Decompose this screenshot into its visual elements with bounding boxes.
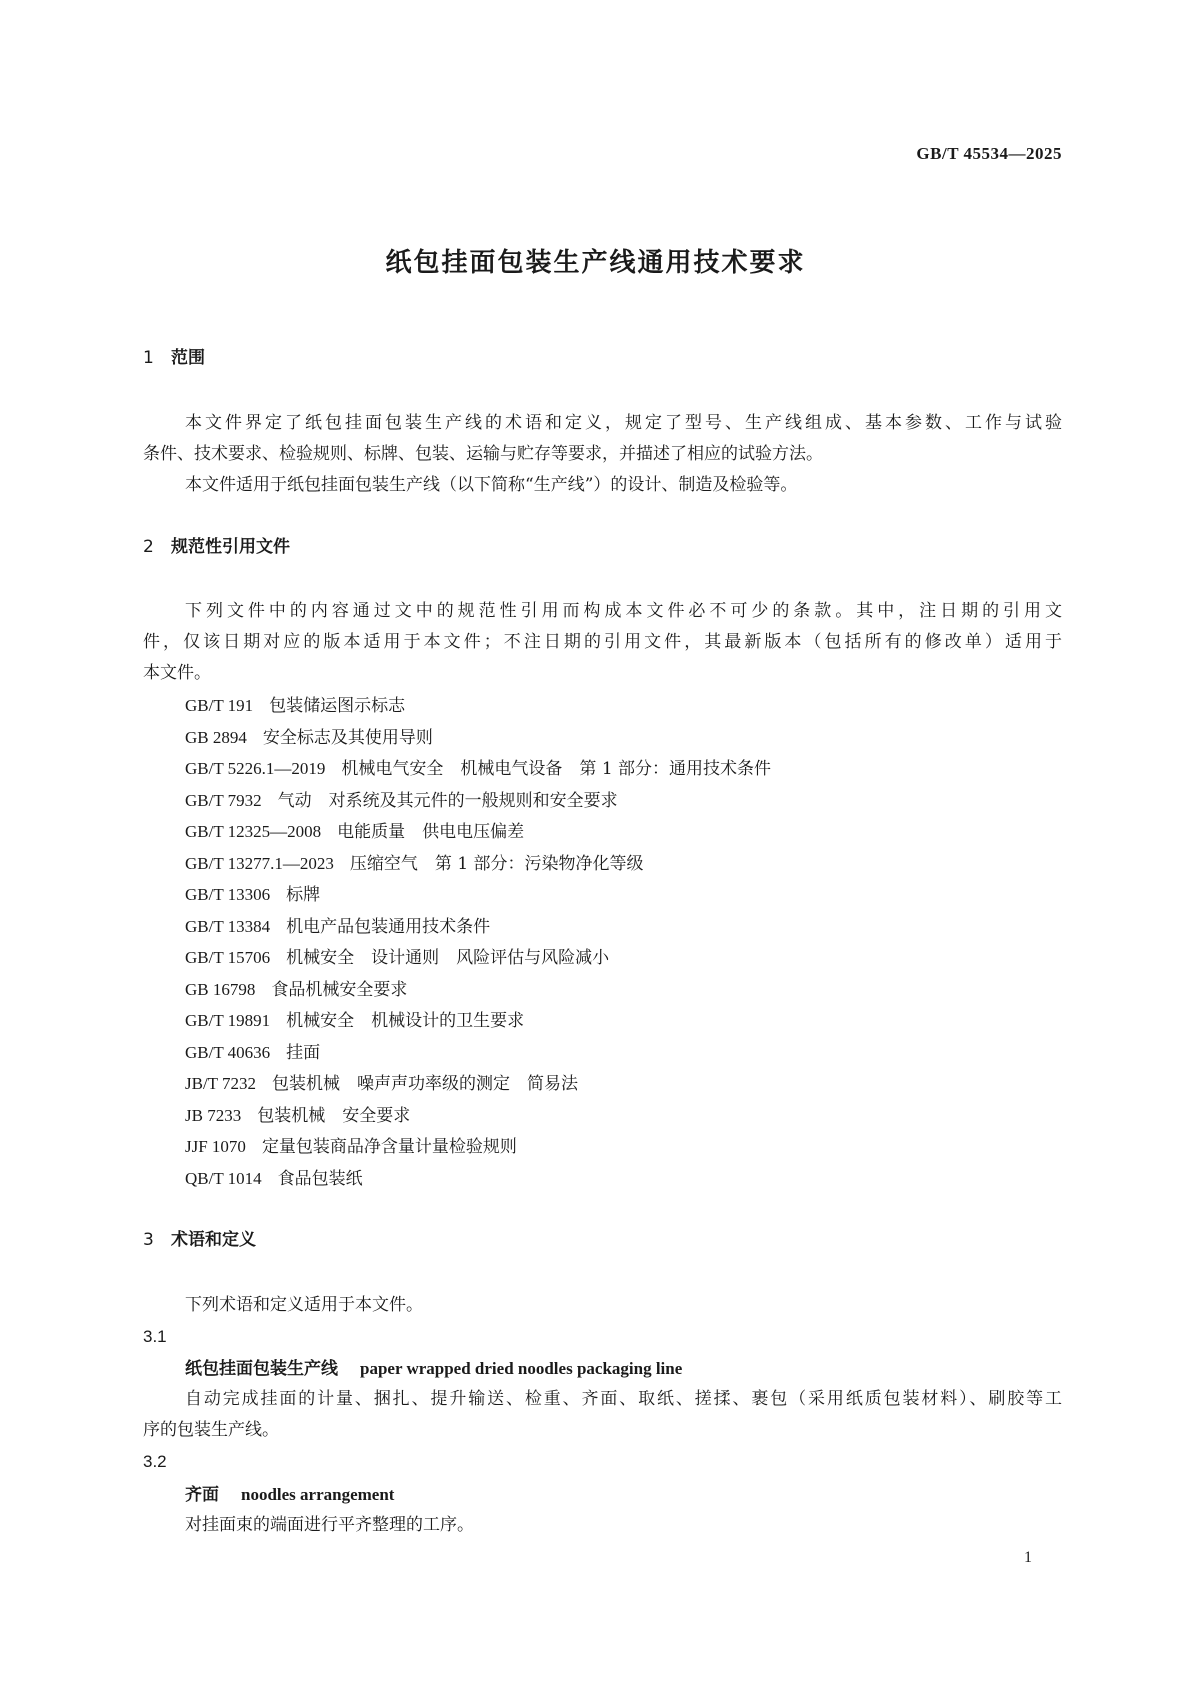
reference-code: GB 16798 xyxy=(185,979,256,999)
reference-title: 食品机械安全要求 xyxy=(271,979,408,1000)
standard-code: GB/T 45534—2025 xyxy=(916,144,1062,163)
paragraph: 本文件适用于纸包挂面包装生产线（以下简称“生产线”）的设计、制造及检验等。 xyxy=(185,475,798,495)
term-zh: 齐面 xyxy=(185,1485,219,1505)
reference-title: 安全标志及其使用导则 xyxy=(262,727,433,748)
section-number: 3 xyxy=(143,1230,154,1250)
paragraph-line: 下列文件中的内容通过文中的规范性引用而构成本文件必不可少的条款。其中，注日期的引用文 xyxy=(185,601,1062,621)
reference-item xyxy=(185,886,320,904)
section-title: 范围 xyxy=(171,348,205,368)
reference-item xyxy=(185,918,490,936)
paragraph-line: 本文件。 xyxy=(143,663,211,683)
definition-line: 对挂面束的端面进行平齐整理的工序。 xyxy=(185,1515,474,1535)
reference-item xyxy=(185,855,644,873)
reference-item xyxy=(185,823,524,841)
reference-item xyxy=(185,1012,524,1030)
reference-code: JB 7233 xyxy=(185,1105,242,1125)
reference-title: 包装储运图示标志 xyxy=(269,696,406,716)
reference-code: GB/T 19891 xyxy=(185,1011,271,1030)
reference-title: 包装机械 噪声声功率级的测定 简易法 xyxy=(272,1074,579,1094)
reference-code: GB/T 191 xyxy=(185,696,254,715)
reference-code: QB/T 1014 xyxy=(185,1168,262,1188)
reference-item xyxy=(185,792,618,810)
reference-title: 定量包装商品净含量计量检验规则 xyxy=(261,1137,517,1157)
section-title: 术语和定义 xyxy=(171,1230,256,1250)
paragraph-line: 条件、技术要求、检验规则、标牌、包装、运输与贮存等要求，并描述了相应的试验方法。 xyxy=(143,444,823,464)
reference-code: GB/T 15706 xyxy=(185,948,271,967)
term-number: 3.2 xyxy=(143,1452,167,1471)
reference-item xyxy=(185,1138,517,1156)
reference-code: JJF 1070 xyxy=(185,1137,246,1156)
reference-item xyxy=(185,1107,410,1125)
paragraph-line: 件，仅该日期对应的版本适用于本文件；不注日期的引用文件，其最新版本（包括所有的修改单）适用于 xyxy=(143,632,1062,652)
page-number: 1 xyxy=(1024,1549,1032,1566)
reference-item xyxy=(185,697,405,715)
reference-code: GB/T 13277.1—2023 xyxy=(185,853,334,873)
section-number: 2 xyxy=(143,537,154,557)
reference-code: GB 2894 xyxy=(185,727,247,747)
reference-code: GB/T 13384 xyxy=(185,916,271,936)
term-number: 3.1 xyxy=(143,1327,167,1346)
reference-title: 机械安全 机械设计的卫生要求 xyxy=(286,1011,525,1031)
paragraph: 下列术语和定义适用于本文件。 xyxy=(185,1295,423,1315)
reference-title: 挂面 xyxy=(286,1042,321,1063)
reference-code: JB/T 7232 xyxy=(185,1074,257,1093)
reference-title: 机电产品包装通用技术条件 xyxy=(286,916,491,937)
reference-code: GB/T 5226.1—2019 xyxy=(185,759,326,778)
term-zh: 纸包挂面包装生产线 xyxy=(185,1359,338,1379)
section-2-heading xyxy=(143,539,290,556)
section-1-heading xyxy=(143,350,205,367)
reference-item xyxy=(185,949,609,967)
paragraph-line: 本文件界定了纸包挂面包装生产线的术语和定义，规定了型号、生产线组成、基本参数、工作与试验 xyxy=(185,413,1062,433)
reference-item xyxy=(185,1170,363,1188)
reference-title: 机械电气安全 机械电气设备 第 1 部分：通用技术条件 xyxy=(341,759,772,779)
term-heading xyxy=(185,1360,682,1378)
reference-item xyxy=(185,981,407,999)
term-heading xyxy=(185,1486,394,1504)
reference-code: GB/T 12325—2008 xyxy=(185,822,322,841)
reference-code: GB/T 7932 xyxy=(185,790,262,810)
section-title: 规范性引用文件 xyxy=(171,537,290,557)
section-number: 1 xyxy=(143,348,154,368)
definition-line: 自动完成挂面的计量、捆扎、提升输送、检重、齐面、取纸、搓揉、裹包（采用纸质包装材料）、刷胶等工 xyxy=(185,1389,1062,1409)
reference-code: GB/T 13306 xyxy=(185,885,271,904)
reference-title: 气动 对系统及其元件的一般规则和安全要求 xyxy=(277,790,618,811)
reference-title: 包装机械 安全要求 xyxy=(257,1105,411,1126)
reference-title: 电能质量 供电电压偏差 xyxy=(337,822,525,842)
reference-title: 压缩空气 第 1 部分：污染物净化等级 xyxy=(349,853,644,874)
reference-title: 食品包装纸 xyxy=(277,1168,363,1189)
reference-code: GB/T 40636 xyxy=(185,1042,271,1062)
reference-item xyxy=(185,1044,320,1062)
reference-title: 标牌 xyxy=(286,885,321,905)
reference-title: 机械安全 设计通则 风险评估与风险减小 xyxy=(286,948,610,968)
term-en: noodles arrangement xyxy=(241,1485,395,1504)
reference-item xyxy=(185,1075,578,1093)
term-en: paper wrapped dried noodles packaging line xyxy=(360,1359,683,1378)
section-3-heading xyxy=(143,1232,256,1249)
definition-line: 序的包装生产线。 xyxy=(143,1420,279,1440)
reference-item xyxy=(185,760,771,778)
reference-item xyxy=(185,729,433,747)
document-title: 纸包挂面包装生产线通用技术要求 xyxy=(385,248,806,278)
